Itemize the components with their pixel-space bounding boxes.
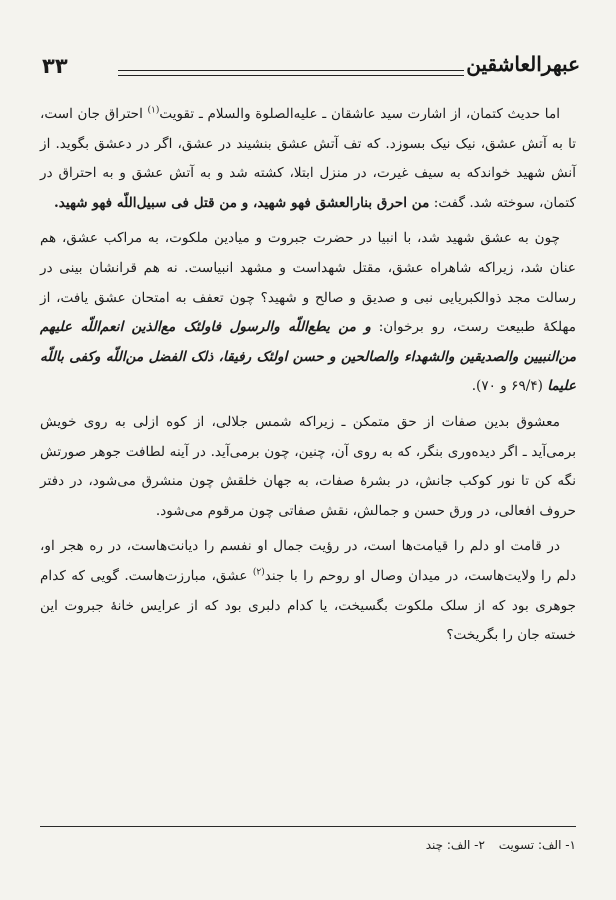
footnote-ref: (۱) [147,105,160,116]
footnote-1: ۱- الف: تسویت [498,838,576,852]
text-segment: چون به عشق شهید شد، با انبیا در حضرت جبروت و میادین ملکوت، به مراکب عشق، هم عنان شد، زیراکه شاهراه عشق، مقتل شهداست و مشهد انبیاست. نه هم قرانشان بینی در رسالت مجد ذوالکبریایی نبی و صدیق و صالح و شهید؟ چون تعفف به امتحان عشق یافت، از مهلکهٔ طبیعت رست، رو برخوان: [40,230,577,336]
arabic-quote: من احرق بنارالعشق فهو شهید، و من قتل فی سبیل‌اللّه فهو شهید. [53,194,430,211]
footnote-separator [40,826,576,827]
page-header [40,52,580,92]
header-rule-thin [118,75,464,76]
text-segment: در قامت او دلم را قیامت‌ها است، در رؤیت جمال او نفسم را دیانت‌هاست، در ره هجر او، دلم را ولایت‌هاست، در میدان وصال او روحم را با جند [40,538,576,584]
text-segment: معشوق بدین صفات از حق متمکن ـ زیراکه شمس جلالی، از کوه ازلی به روی خویش برمی‌آید ـ اگر دیده‌وری بنگر، که به روی آن، چنین، چون برمی‌آید. در آینه لطافت جوهر صورتش نگه کن تا نور کوکب جانش، در بشرهٔ صفات، به جهان خلقش چون منشرق می‌شود، در دفتر حروف افعالی، در ورق حسن و جمالش، نقش صفاتی چون مرقوم می‌شود. [40,413,576,519]
header-rule [118,70,464,71]
running-title: عبهرالعاشقین [466,52,580,76]
paragraph [40,532,576,650]
body-text [40,100,576,651]
text-segment: احتراق جان است، تا به آتش عشق، نیک نیک بسوزد. که تف آتش عشق بنشیند در عشق، اگر در دعشق بگوید. از آنش شهید خواندکه به سیف غیرت، در منزل ابتلا، کشته شد و به آتش عشق و به احتراق در کتمان، سوخته شد. گفت: [40,106,576,211]
text-segment: (۶۹/۴ و ۷۰). [471,378,548,395]
footnote-2: ۲- الف: چند [425,838,485,852]
footnote-ref: (۲) [252,567,265,578]
quran-quote: و من یطع‌اللّه والرسول فاولئک مع‌الذین انعم‌اللّه علیهم من‌النبیین والصدیقین والشهداء والصالحین و حسن اولئک رفیقا، ذلک الفضل من‌اللّه وکفی باللّه علیما [40,319,576,395]
paragraph [40,100,576,218]
text-segment: اما حدیث کتمان، از اشارت سید عاشقان ـ علیه‌الصلوة والسلام ـ تقویت [159,106,560,122]
paragraph [40,224,576,402]
page-number: ۳۳ [42,54,68,78]
text-segment: عشق، مبارزت‌هاست. گویی که کدام جوهری بود که از سلک ملکوت بگسیخت، یا کدام دلبری بود که از عرایس خانهٔ جبروت این خسته جان را بگریخت؟ [40,567,576,644]
footnotes [40,838,576,852]
paragraph [40,408,576,526]
